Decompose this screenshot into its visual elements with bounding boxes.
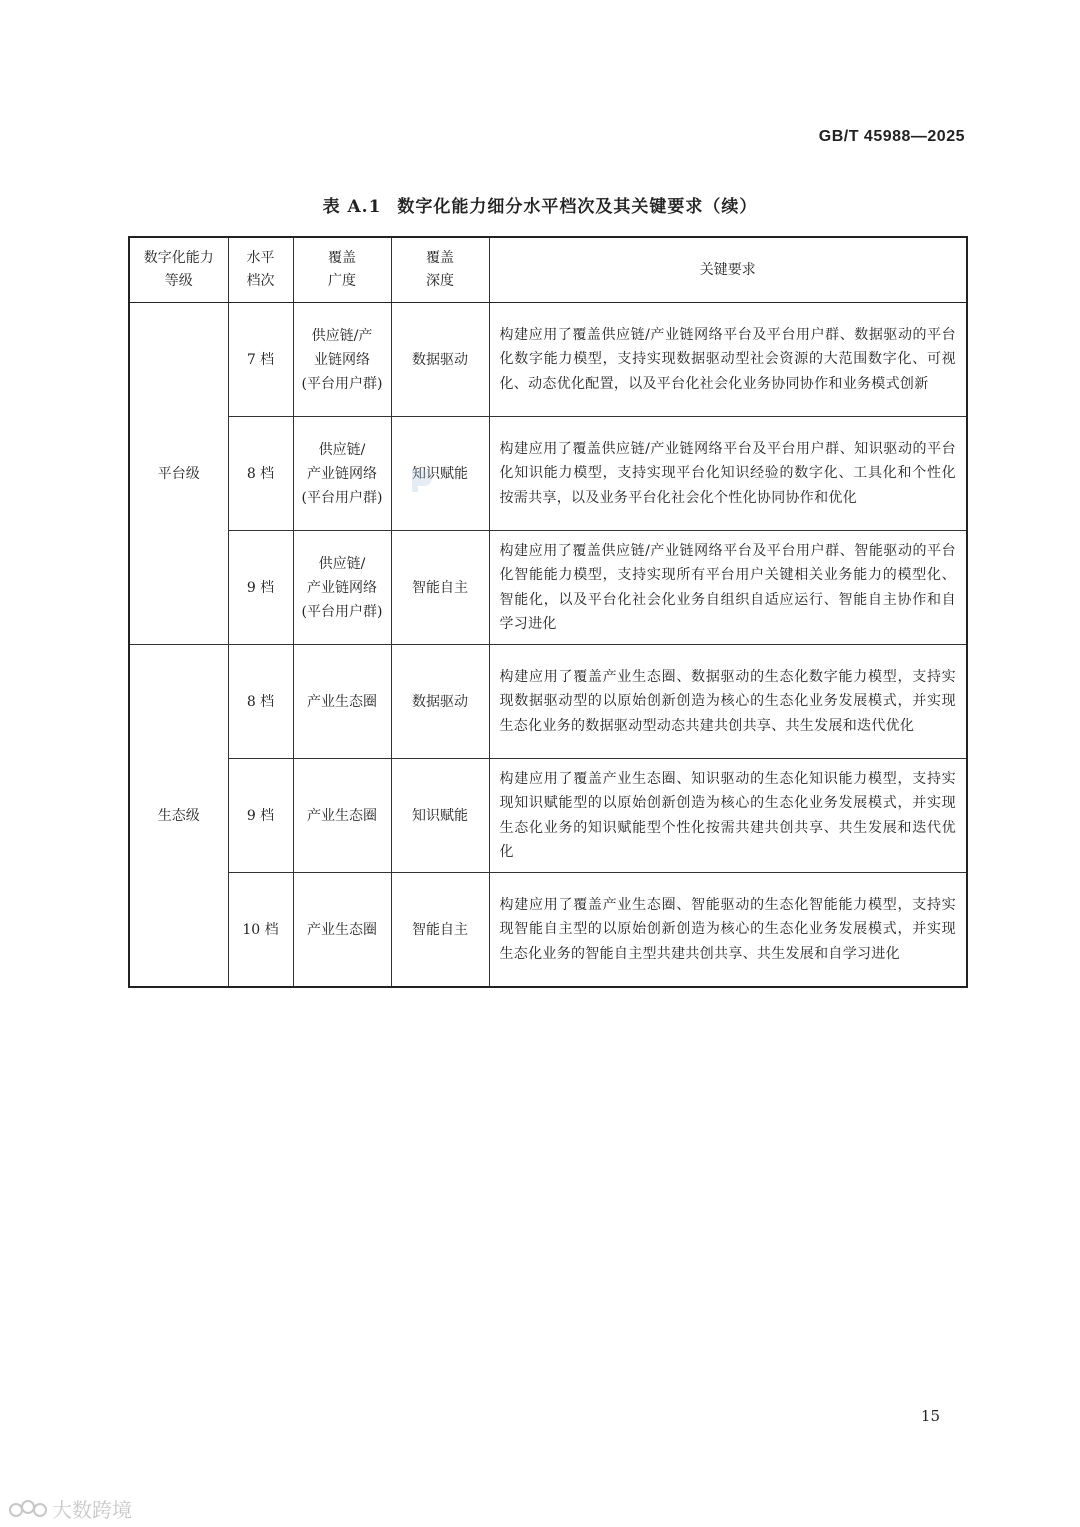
requirement-cell: 构建应用了覆盖产业生态圈、智能驱动的生态化智能能力模型，支持实现智能自主型的以原始创新创造为核心的生态化业务发展模式，并实现生态化业务的智能自主型共建共创共享、共生发展和自学习进化	[489, 873, 967, 988]
breadth-cell: 供应链/ 产业链网络 (平台用户群)	[293, 531, 391, 645]
breadth-cell: 产业生态圈	[293, 873, 391, 988]
watermark-text: 大数跨境	[52, 1498, 132, 1522]
page-number: 15	[920, 1407, 940, 1425]
requirement-cell: 构建应用了覆盖供应链/产业链网络平台及平台用户群、知识驱动的平台化知识能力模型，支持实现平台化知识经验的数字化、工具化和个性化按需共享，以及业务平台化社会化个性化协同协作和优化	[489, 417, 967, 531]
breadth-cell: 供应链/产 业链网络 (平台用户群)	[293, 303, 391, 417]
table-title-text: 数字化能力细分水平档次及其关键要求（续）	[397, 197, 758, 217]
depth-cell: 数据驱动	[391, 303, 489, 417]
header-tier: 水平 档次	[228, 237, 293, 303]
tier-cell: 8 档	[228, 417, 293, 531]
header-key-requirement: 关键要求	[489, 237, 967, 303]
depth-cell: 智能自主	[391, 531, 489, 645]
tier-cell: 8 档	[228, 645, 293, 759]
tier-cell: 9 档	[228, 531, 293, 645]
standard-code: GB/T 45988—2025	[818, 128, 965, 145]
depth-cell: 知识赋能	[391, 417, 489, 531]
requirement-cell: 构建应用了覆盖产业生态圈、知识驱动的生态化知识能力模型，支持实现知识赋能型的以原始创新创造为核心的生态化业务发展模式，并实现生态化业务的知识赋能型个性化按需共建共创共享、共生发展和迭代优化	[489, 759, 967, 873]
table-header-row	[129, 237, 967, 303]
table-row	[129, 303, 967, 417]
depth-cell: 智能自主	[391, 873, 489, 988]
header-breadth: 覆盖 广度	[293, 237, 391, 303]
faint-logo-mark-icon	[408, 466, 438, 496]
requirements-table	[128, 236, 968, 988]
breadth-cell: 供应链/ 产业链网络 (平台用户群)	[293, 417, 391, 531]
breadth-cell: 产业生态圈	[293, 759, 391, 873]
depth-cell: 知识赋能	[391, 759, 489, 873]
header-depth: 覆盖 深度	[391, 237, 489, 303]
watermark	[8, 1494, 132, 1523]
requirement-cell: 构建应用了覆盖供应链/产业链网络平台及平台用户群、智能驱动的平台化智能能力模型，支持实现所有平台用户关键相关业务能力的模型化、智能化，以及平台化社会化业务自组织自适应运行、智能自主协作和自学习进化	[489, 531, 967, 645]
breadth-cell: 产业生态圈	[293, 645, 391, 759]
table-row	[129, 873, 967, 988]
table-row	[129, 759, 967, 873]
header-capability-level: 数字化能力 等级	[129, 237, 228, 303]
table-row	[129, 531, 967, 645]
watermark-logo-icon	[8, 1498, 48, 1520]
depth-cell: 数据驱动	[391, 645, 489, 759]
table-title	[0, 192, 1080, 217]
level-cell: 生态级	[129, 645, 228, 988]
requirement-cell: 构建应用了覆盖供应链/产业链网络平台及平台用户群、数据驱动的平台化数字能力模型，支持实现数据驱动型社会资源的大范围数字化、可视化、动态优化配置，以及平台化社会化业务协同协作和业务模式创新	[489, 303, 967, 417]
table-row	[129, 645, 967, 759]
level-cell: 平台级	[129, 303, 228, 645]
tier-cell: 9 档	[228, 759, 293, 873]
table-title-number: 表 A.1	[322, 197, 382, 217]
tier-cell: 10 档	[228, 873, 293, 988]
requirement-cell: 构建应用了覆盖产业生态圈、数据驱动的生态化数字能力模型，支持实现数据驱动型的以原始创新创造为核心的生态化业务发展模式，并实现生态化业务的数据驱动型动态共建共创共享、共生发展和迭代优化	[489, 645, 967, 759]
tier-cell: 7 档	[228, 303, 293, 417]
table-row	[129, 417, 967, 531]
